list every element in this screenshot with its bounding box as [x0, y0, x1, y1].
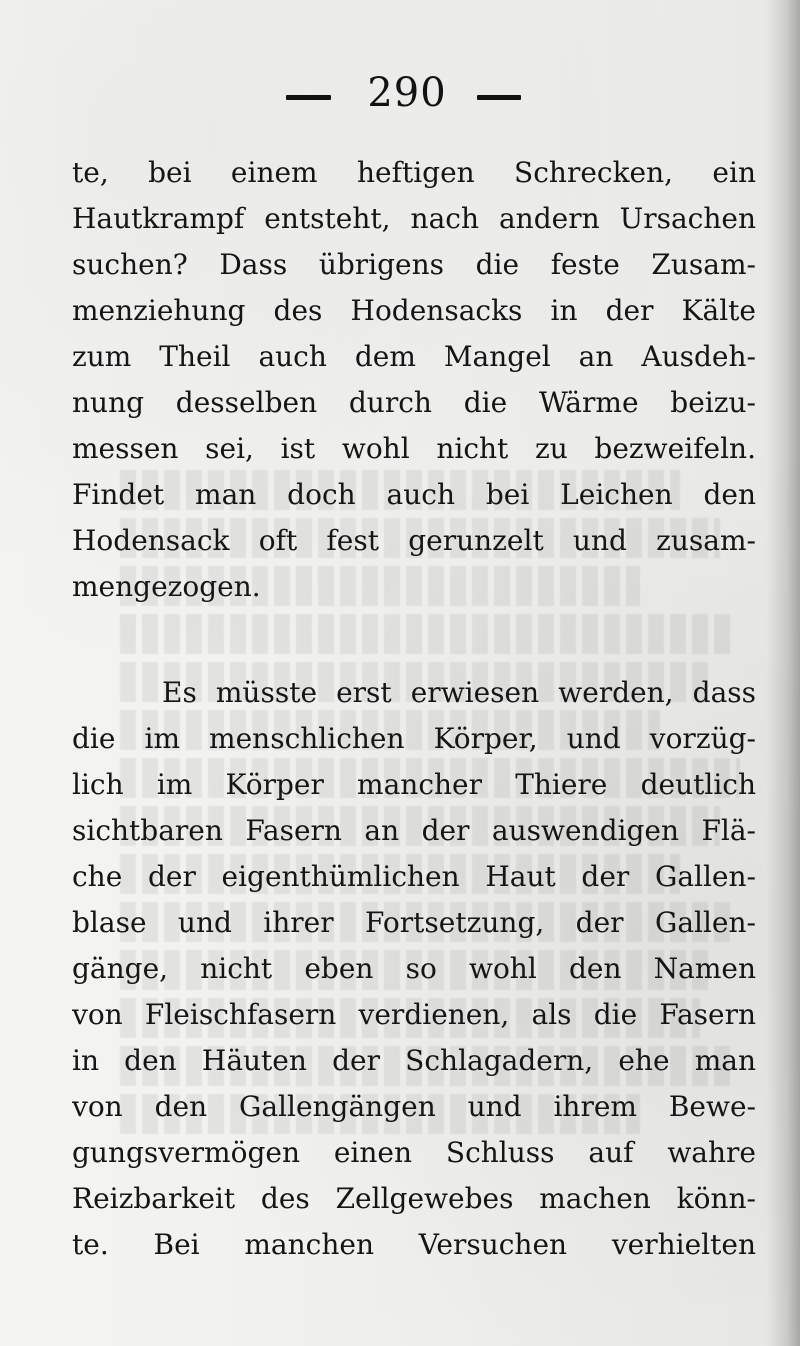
text-line: Hodensack oft fest gerunzelt und zusam-	[72, 524, 756, 557]
text-line: von den Gallengängen und ihrem Bewe-	[72, 1090, 756, 1123]
text-line: gungsvermögen einen Schluss auf wahre	[72, 1136, 756, 1169]
text-line: te, bei einem heftigen Schrecken, ein	[72, 156, 756, 189]
text-line: che der eigenthümlichen Haut der Gallen-	[72, 860, 756, 893]
text-line: menziehung des Hodensacks in der Kälte	[72, 294, 756, 327]
text-line: suchen? Dass übrigens die feste Zusam-	[72, 248, 756, 281]
text-line: mengezogen.	[72, 570, 261, 603]
text-line: te. Bei manchen Versuchen verhielten	[72, 1228, 756, 1261]
text-line: Hautkrampf entsteht, nach andern Ursachen	[72, 202, 756, 235]
text-line: messen sei, ist wohl nicht zu bezweifeln.	[72, 432, 756, 465]
text-line: zum Theil auch dem Mangel an Ausdeh-	[72, 340, 756, 373]
page-number: 290	[367, 70, 447, 116]
text-line: lich im Körper mancher Thiere deutlich	[72, 768, 756, 801]
page-edge-shadow	[766, 0, 800, 1346]
text-line: Es müsste erst erwiesen werden, dass	[162, 676, 756, 709]
text-line: blase und ihrer Fortsetzung, der Gallen-	[72, 906, 756, 939]
text-line: Findet man doch auch bei Leichen den	[72, 478, 756, 511]
text-line: sichtbaren Fasern an der auswendigen Flä-	[72, 814, 756, 847]
text-line: in den Häuten der Schlagadern, ehe man	[72, 1044, 756, 1077]
header-right-dash	[477, 95, 521, 100]
text-line: Reizbarkeit des Zellgewebes machen könn-	[72, 1182, 756, 1215]
text-line: von Fleischfasern verdienen, als die Fasern	[72, 998, 756, 1031]
text-line: die im menschlichen Körper, und vorzüg-	[72, 722, 756, 755]
header-left-dash	[286, 95, 331, 100]
text-line: nung desselben durch die Wärme beizu-	[72, 386, 756, 419]
text-line: gänge, nicht eben so wohl den Namen	[72, 952, 756, 985]
page-header	[0, 62, 800, 132]
